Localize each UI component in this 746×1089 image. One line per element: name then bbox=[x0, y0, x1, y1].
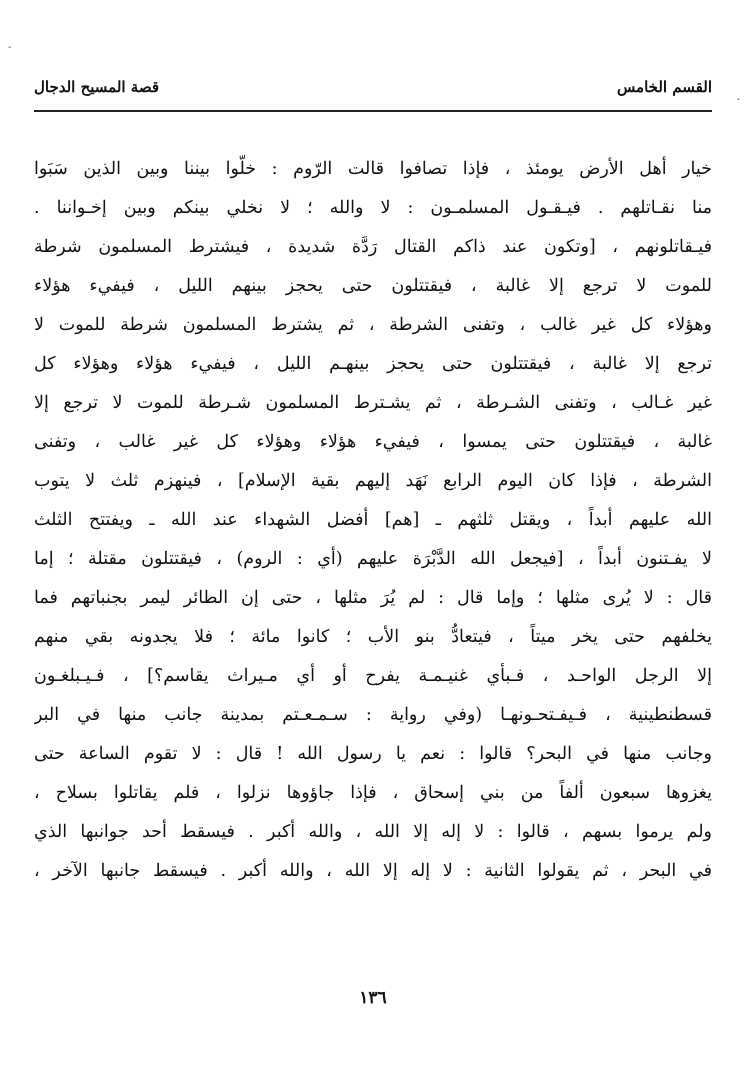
text-line: غالبة ، فيقتتلون حتى يمسوا ، فيفيء هؤلاء وهؤلاء كل غير غالب ، وتفنى bbox=[34, 432, 712, 452]
text-line: ترجع إلا غالبة ، فيقتتلون حتى يحجز بينهـم الليل ، فيفيء هؤلاء وهؤلاء كل bbox=[34, 354, 712, 374]
text-line: قال : لا يُرى مثلها ؛ وإما قال : لم يُرَ مثلها ، حتى إن الطائر ليمر بجنباتهم فما bbox=[34, 588, 712, 608]
text-line: الشرطة ، فإذا كان اليوم الرابع نَهَد إليهم بقية الإسلام] ، فينهزم ثلث لا يتوب bbox=[34, 471, 712, 491]
body-text bbox=[34, 150, 712, 891]
text-line: قسطنطينية ، فـيفـتحـونهـا (وفي رواية : سـمـعـتم بمدينة جانب منها في البر bbox=[34, 705, 712, 725]
header-rule bbox=[34, 110, 712, 112]
text-line: وهؤلاء كل غير غالب ، وتفنى الشرطة ، ثم يشترط المسلمون شرطة للموت لا bbox=[34, 315, 712, 335]
page-number: ١٣٦ bbox=[359, 988, 387, 1008]
text-line: في البحر ، ثم يقولوا الثانية : لا إله إلا الله ، والله أكبر . فيسقط جانبها الآخر ، bbox=[34, 861, 712, 881]
text-line: منا نقـاتلهم . فيـقـول المسلمـون : لا والله ؛ لا نخلي بينكم وبين إخـواننا . bbox=[34, 198, 712, 218]
text-line: خيار أهل الأرض يومئذ ، فإذا تصافوا قالت الرّوم : خلّوا بيننا وبين الذين سَبَوا bbox=[34, 159, 712, 179]
text-line: للموت لا ترجع إلا غالبة ، فيقتتلون حتى يحجز بينهم الليل ، فيفيء هؤلاء bbox=[34, 276, 712, 296]
section-title: القسم الخامس bbox=[616, 78, 712, 96]
text-line: فيـقاتلونهم ، [وتكون عند ذاكم القتال رَدَّة شديدة ، فيشترط المسلمون شرطة bbox=[34, 237, 712, 257]
text-line: الله عليهم أبداً ، ويقتل ثلثهم ـ [هم] أفضل الشهداء عند الله ـ ويفتتح الثلث bbox=[34, 510, 712, 530]
text-line: إلا الرجل الواحـد ، فـبأي غنيـمـة يفرح أو أي مـيراث يقاسم؟] ، فـيـبلغـون bbox=[34, 666, 712, 686]
text-line: ولم يرموا بسهم ، قالوا : لا إله إلا الله ، والله أكبر . فيسقط أحد جوانبها الذي bbox=[34, 822, 712, 842]
text-line: لا يفـتنون أبداً ، [فيجعل الله الدَّبْرَة عليهم (أي : الروم) ، فيقتتلون مقتلة ؛ إما bbox=[34, 549, 712, 569]
text-line: يغزوها سبعون ألفاً من بني إسحاق ، فإذا جاؤوها نزلوا ، فلم يقاتلوا بسلاح ، bbox=[34, 783, 712, 803]
text-line: غير غـالب ، وتفنى الشـرطة ، ثم يشـترط المسلمون شـرطة للموت لا ترجع إلا bbox=[34, 393, 712, 413]
text-line: وجانب منها في البحر؟ قالوا : نعم يا رسول الله ! قال : لا تقوم الساعة حتى bbox=[34, 744, 712, 764]
corner-mark-top-right: - bbox=[736, 94, 740, 105]
corner-mark-top-left: - bbox=[8, 42, 12, 53]
text-line: يخلفهم حتى يخر ميتاً ، فيتعادُّ بنو الأب ؛ كانوا مائة ؛ فلا يجدونه بقي منهم bbox=[34, 627, 712, 647]
running-header bbox=[34, 78, 712, 108]
book-title: قصة المسيح الدجال bbox=[34, 78, 160, 96]
